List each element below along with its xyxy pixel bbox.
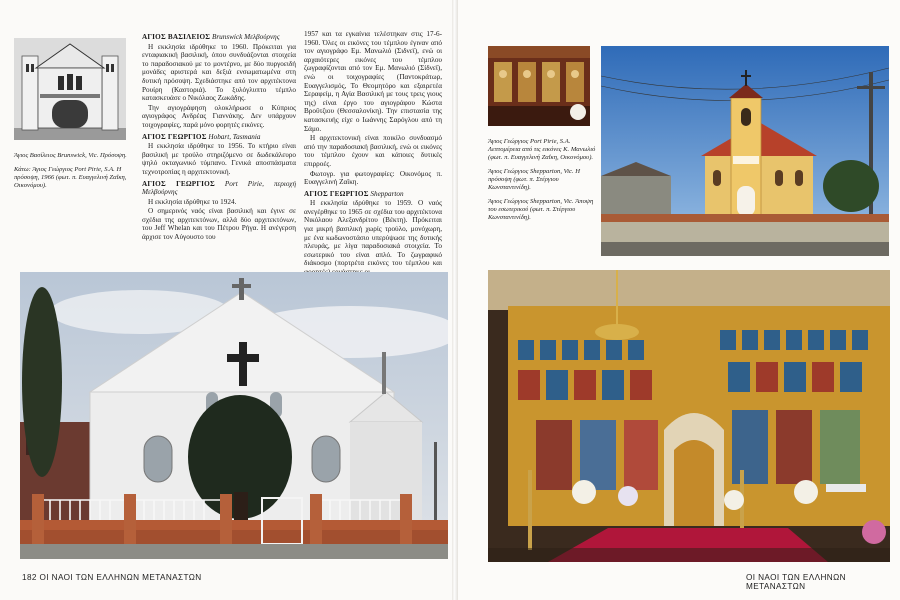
photo-port-pirie-church xyxy=(20,272,448,559)
icons-detail-illustration xyxy=(488,46,590,126)
right-captions xyxy=(488,138,596,228)
paragraph: Η εκκλησία ιδρύθηκε το 1956. Το κτήριο είναι βασιλική με τρούλο στηριζόμενο σε δωδεκάλευρο ψηλό οκταγωνικό τύμπανο. Γενικά αποσπάσματα τεχνοτροπίας η αρχιτεκτονική. xyxy=(142,142,296,176)
right-page xyxy=(458,0,900,600)
photo-port-pirie-icons-detail xyxy=(488,46,590,126)
text-column-2 xyxy=(304,30,442,278)
heading-agios-georgios-shepparton: ΑΓΙΟΣ ΓΕΩΡΓΙΟΣ Shepparton xyxy=(304,189,404,198)
paragraph: Η εκκλησία ιδρύθηκε το 1959. Ο ναός ανεγέρθηκε το 1965 σε σχέδια του αρχιτέκτονα Νικόλαου Αλεξανδρίτου (Βέκτη). Πρόκειται για μικρή βασιλική χωρίς τρούλο, μονόχωρη, με ένα κωδωνοστάσιο υπερύψωσε της δυτικής πλευράς, με λίγα παραδοσιακά στοιχεία. Το εσωτερικό του είναι απλό. Το ζωγραφικό διάκοσμο (πορτρέτα εικόνες του τέμπλου και xyxy=(304,199,442,268)
paragraph: Φωτογρ. για φωτογραφίες: Οικονόμος π. Ευαγγελινή Ζαΐκη. xyxy=(304,169,442,187)
heading-agios-georgios-port-pirie: ΑΓΙΟΣ ΓΕΩΡΓΙΟΣ Port Pirie, περιοχή Μελβούρνης xyxy=(142,179,297,197)
heading-agios-georgios-hobart: ΑΓΙΟΣ ΓΕΩΡΓΙΟΣ Hobart, Tasmania xyxy=(142,132,261,141)
photo-shepparton-iconostasis xyxy=(488,270,890,562)
paragraph: Την αγιογράφηση ολοκλήρωσε ο Κύπριος αγιογράφος Ανδρέας Γιαννάκης. Δεν υπάρχουν τοιχογραφίες, παρά μόνο φορητές εικόνες. xyxy=(142,103,296,129)
shepparton-church-illustration xyxy=(601,46,889,256)
iconostasis-illustration xyxy=(488,270,890,562)
text-column-1 xyxy=(142,30,296,243)
left-footer: 182 ΟΙ ΝΑΟΙ ΤΩΝ ΕΛΛΗΝΩΝ ΜΕΤΑΝΑΣΤΩΝ xyxy=(22,573,202,582)
caption-bottom: Κάτω: Άγιος Γεώργιος Port Pirie, S.A. Η πρόσοψη, 1966 (φωτ. π. Ευαγγελινή Ζαΐκη, Οικονόμου). xyxy=(14,166,127,189)
caption-brunswick xyxy=(14,152,128,196)
photo-brunswick-church xyxy=(14,38,126,140)
brunswick-church-illustration xyxy=(14,38,126,140)
heading-agios-vasileios: ΑΓΙΟΣ ΒΑΣΙΛΕΙΟΣ Brunswick Μελβούρνης xyxy=(142,33,280,41)
photo-shepparton-church xyxy=(601,46,889,256)
paragraph: Η εκκλησία ιδρύθηκε το 1960. Πρόκειται για ενταφιακική βασιλική, όπου συνδυάζονται στοιχεία το παραδοσιακού με το μοντέρνο, με δύο πυργοειδή μονάδες αριστερά και δεξιά ενσωματωμένα στη δυτική πρόσοψη. Σχεδιάστηκε από τον αρχιτέκτονα Ρουίρη (Καστοριά). Το ξυλόγλυπτο τέμπλο κατασκευάσε ο Νικόλαος Ζωκάδης. xyxy=(142,42,296,103)
paragraph: Ο σημερινός ναός είναι βασιλική και έγινε σε σχέδια της αρχιτεκτόνων, αλλά δύο αρχιτεκτόνων, του Jeff Whelan και του Πέτρου Ρήγα. Η ανέγερση άρχισε τον Αύγουστο του xyxy=(142,207,296,242)
caption-shepparton-interior: Άγιος Γεώργιος Shepparton, Vic. Άποψη του εσωτερικού (φωτ. π. Στέργιου Κωνσταντινίδη). xyxy=(488,198,594,221)
caption-shepparton-facade: Άγιος Γεώργιος Shepparton, Vic. Η πρόσοψη (φωτ. π. Στέργιου Κωνσταντινίδη). xyxy=(488,168,581,191)
right-footer: ΟΙ ΝΑΟΙ ΤΩΝ ΕΛΛΗΝΩΝ ΜΕΤΑΝΑΣΤΩΝ xyxy=(746,573,846,591)
caption-icons-detail: Άγιος Γεώργιος Port Pirie, S.A. Λεπτομέρεια από τις εικόνες Κ. Μανωλιό (φωτ. π. Ευαγγελινή Ζαΐκη, Οικονόμου). xyxy=(488,138,596,161)
caption-top: Άγιος Βασίλειος Brunswick, Vic. Πρόσοψη. xyxy=(14,152,127,159)
paragraph: Η αρχιτεκτονική είναι ποικίλο συνδυασμό από την παραδοσιακή βασιλική, ενώ οι εικόνες του τέμπλου έχουν και κάποιες δυτικές επιρροές. xyxy=(304,134,442,168)
paragraph: Η εκκλησία ιδρύθηκε το 1924. xyxy=(148,197,237,206)
paragraph: 1957 και τα εγκαίνια τελέστηκαν στις 17-6-1960. Όλες οι εικόνες του τέμπλου έγιναν από τον αγιογράφο Εμ. Μανωλιό (Σιδνεϊ), ενώ οι αρχαιότερες εικόνες του τέμπλου ζωγραφίζονται από τον Εμ. Μανωλιό (Σίδνεϊ), ενώ οι τοιχογραφίες (Παντοκράτωρ, Ευαγγελισμός, Το Θεομητόρο και εξαιρετέα Σεραφείμ, η Αγία Βασιλική με τους τρεις γιους της) είναι έργο του αγιογράφου Κώστα Βροΰτζιου (Θεσσαλονίκη). Την επιστασία της κατασκευής είχε ο Ιωάννης Σαρόγλου από τη Σάμο. xyxy=(304,30,442,133)
port-pirie-church-illustration xyxy=(20,272,448,559)
